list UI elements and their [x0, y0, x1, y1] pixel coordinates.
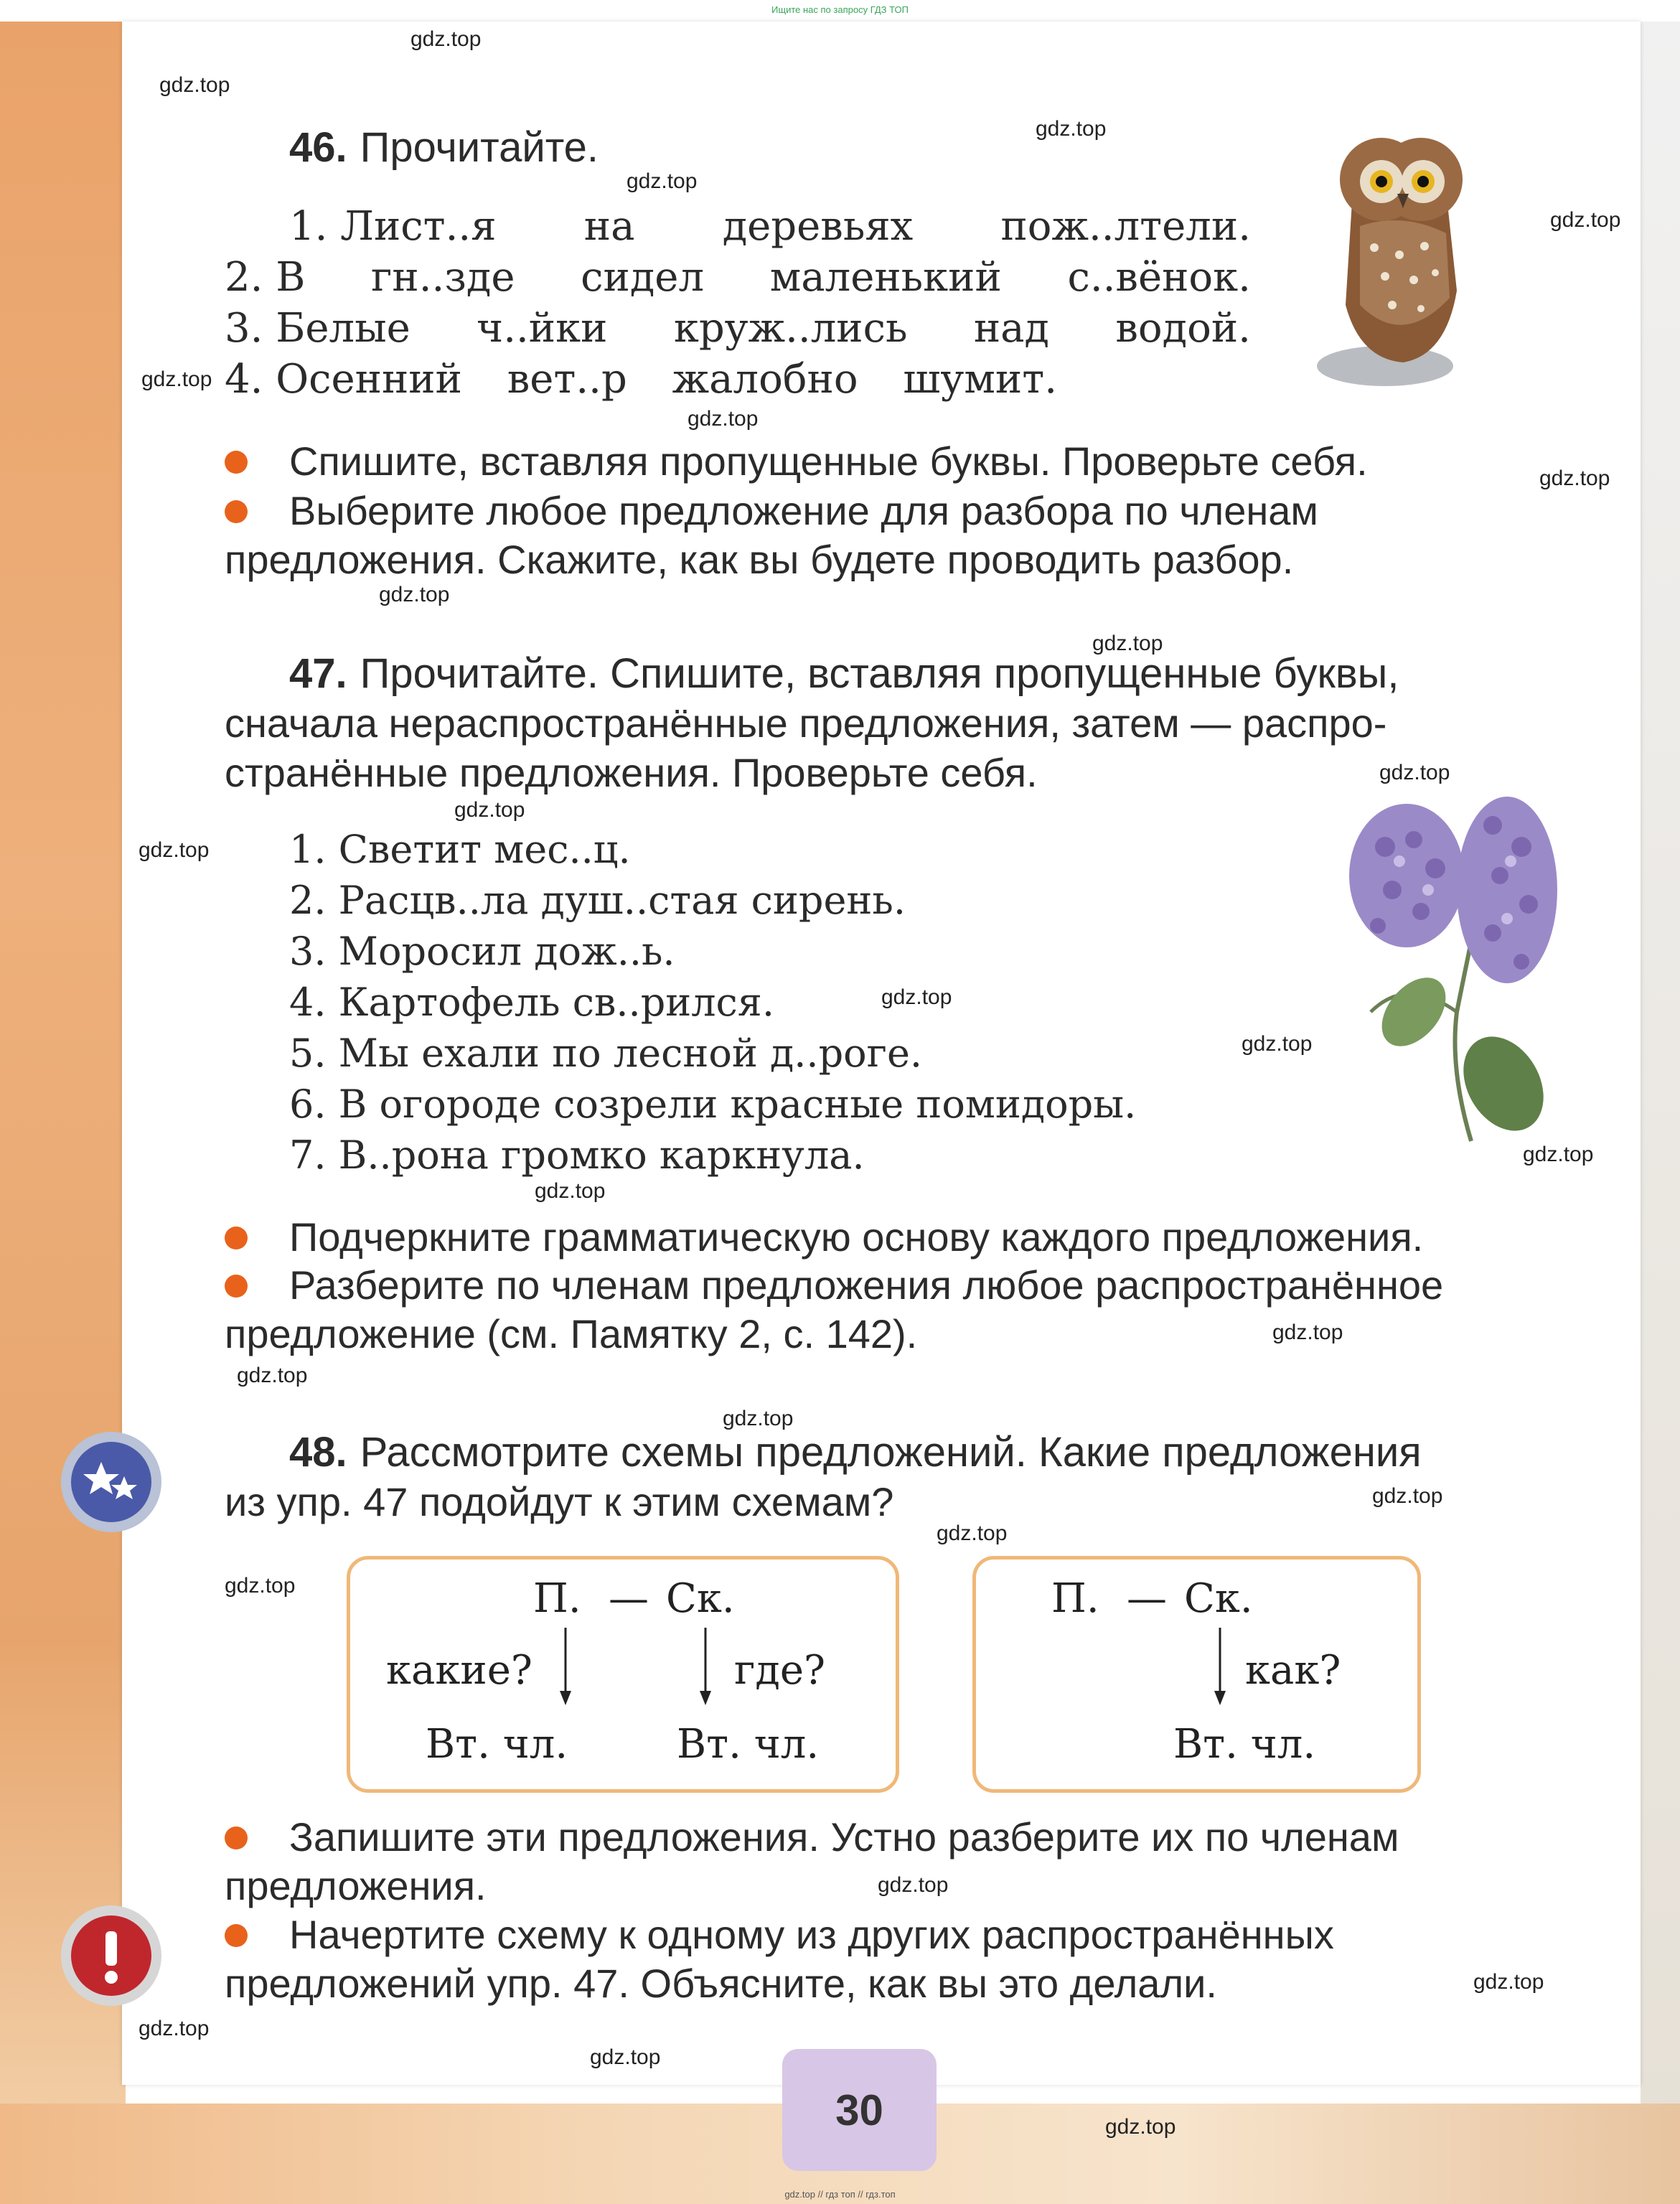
watermark: gdz.top [410, 27, 482, 51]
scheme-minor-member: Вт. чл. [426, 1721, 568, 1768]
scheme-subject: П. [533, 1575, 581, 1622]
sentence-scheme-1 [347, 1556, 899, 1793]
right-margin-decoration [1641, 22, 1680, 2182]
task-text: предложений упр. 47. Объясните, как вы это делали. [225, 1961, 1217, 2006]
word: жалобно [672, 356, 858, 403]
watermark: gdz.top [454, 798, 525, 822]
word: круж..лись [673, 305, 908, 352]
bottom-banner: gdz.top // гдз топ // гдз.топ [784, 2189, 896, 2200]
exercise-title: Прочитайте. [360, 124, 599, 171]
task-text: Разберите по членам предложения любое распространённое [289, 1262, 1444, 1308]
watermark: gdz.top [1550, 208, 1621, 232]
exercise-number: 48. [289, 1429, 347, 1476]
exercise-instruction: Рассмотрите схемы предложений. Какие предложения [360, 1429, 1422, 1476]
task-text-line: Выберите любое предложение для разбора по членам [289, 488, 1318, 533]
bullet-icon [225, 1924, 248, 1947]
sentence-line: 3. Моросил дож..ь. [289, 929, 675, 974]
star-badge-icon [61, 1432, 161, 1532]
arrow-down-icon [698, 1628, 713, 1707]
watermark: gdz.top [1473, 1970, 1544, 1994]
task-text: Спишите, вставляя пропущенные буквы. Проверьте себя. [289, 439, 1368, 484]
lilac-illustration [1328, 797, 1564, 1155]
word: сидел [581, 254, 705, 301]
watermark: gdz.top [1272, 1321, 1343, 1344]
owl-illustration [1303, 126, 1496, 391]
scheme-subject: П. [1051, 1575, 1099, 1622]
word: водой. [1115, 305, 1251, 352]
watermark: gdz.top [627, 169, 698, 193]
watermark: gdz.top [1092, 632, 1163, 655]
watermark: gdz.top [139, 838, 210, 862]
exercise-number: 46. [289, 124, 347, 171]
watermark: gdz.top [590, 2045, 661, 2069]
sentence-scheme-2 [972, 1556, 1421, 1793]
exercise-48-heading [289, 1428, 1422, 1477]
scheme-predicate: Ск. [1184, 1575, 1253, 1622]
exercise-number: 47. [289, 650, 347, 697]
watermark: gdz.top [1379, 761, 1450, 784]
word: ч..йки [477, 305, 608, 352]
task-text: Начертите схему к одному из других распространённых [289, 1912, 1334, 1957]
sentence-line [225, 303, 1251, 354]
watermark: gdz.top [1372, 1484, 1443, 1508]
page-number: 30 [782, 2049, 937, 2171]
task-text: предложение (см. Памятку 2, с. 142). [225, 1311, 918, 1356]
exclamation-icon [71, 1915, 151, 1996]
watermark: gdz.top [1539, 466, 1610, 490]
watermark: gdz.top [723, 1407, 794, 1430]
sentence-line: 4. Картофель св..рился. [289, 980, 775, 1025]
star-icon [71, 1442, 151, 1522]
watermark: gdz.top [1523, 1143, 1594, 1166]
task-text: предложения. [225, 1863, 487, 1908]
arrow-down-icon [1213, 1628, 1227, 1707]
exercise-46-heading [289, 123, 599, 172]
word: на [583, 203, 635, 250]
sentence-line [225, 252, 1251, 303]
top-banner: Ищите нас по запросу ГДЗ ТОП [771, 4, 909, 15]
exercise-instruction: Прочитайте. Спишите, вставляя пропущенные буквы, [360, 650, 1399, 697]
exercise-instruction: сначала нераспространённые предложения, затем — распро- [225, 700, 1387, 746]
scheme-dash: — [609, 1575, 649, 1622]
word: деревьях [722, 203, 914, 250]
watermark: gdz.top [937, 1521, 1008, 1545]
word: 1. Лист..я [289, 203, 497, 250]
watermark: gdz.top [139, 2017, 210, 2040]
watermark: gdz.top [878, 1873, 949, 1897]
word: гн..зде [371, 254, 515, 301]
watermark: gdz.top [225, 1574, 296, 1598]
watermark: gdz.top [379, 583, 450, 606]
word: над [973, 305, 1050, 352]
scheme-question: где? [734, 1647, 825, 1694]
watermark: gdz.top [141, 367, 212, 391]
watermark: gdz.top [237, 1364, 308, 1387]
sentence-line: 6. В огороде созрели красные помидоры. [289, 1082, 1137, 1127]
arrow-down-icon [558, 1628, 573, 1707]
bullet-icon [225, 451, 248, 474]
scheme-question: как? [1245, 1647, 1341, 1694]
word: с..вёнок. [1067, 254, 1251, 301]
exercise-instruction: странённые предложения. Проверьте себя. [225, 750, 1038, 795]
sentence-line: 1. Светит мес..ц. [289, 827, 631, 872]
watermark: gdz.top [1242, 1032, 1313, 1056]
task-text: Запишите эти предложения. Устно разберите их по членам [289, 1814, 1399, 1860]
scheme-predicate: Ск. [666, 1575, 735, 1622]
task-text [289, 487, 1556, 535]
scheme-dash: — [1127, 1575, 1167, 1622]
watermark: gdz.top [159, 73, 230, 97]
task-text: Подчеркните грамматическую основу каждого предложения. [289, 1214, 1424, 1260]
word: 3. Белые [225, 305, 410, 352]
bullet-icon [225, 1826, 248, 1849]
watermark: gdz.top [881, 985, 952, 1009]
bullet-icon [225, 1275, 248, 1298]
watermark: gdz.top [1036, 117, 1107, 141]
watermark: gdz.top [535, 1179, 606, 1203]
watermark: gdz.top [1105, 2115, 1176, 2139]
left-margin-decoration [0, 22, 126, 2182]
bullet-icon [225, 500, 248, 523]
bullet-icon [225, 1227, 248, 1249]
word: вет..р [507, 356, 627, 403]
word: пож..лтели. [1000, 203, 1251, 250]
scheme-question: какие? [386, 1647, 532, 1694]
sentence-line: 5. Мы ехали по лесной д..роге. [289, 1031, 923, 1076]
word: маленький [769, 254, 1002, 301]
exercise-instruction: из упр. 47 подойдут к этим схемам? [225, 1479, 894, 1524]
scheme-minor-member: Вт. чл. [1173, 1721, 1316, 1768]
scheme-minor-member: Вт. чл. [677, 1721, 820, 1768]
exercise-47-heading [289, 650, 1399, 698]
watermark: gdz.top [688, 407, 759, 431]
word: шумит. [903, 356, 1057, 403]
sentence-line [225, 354, 1057, 405]
word: 4. Осенний [225, 356, 462, 403]
sentence-line: 7. В..рона громко каркнула. [289, 1133, 865, 1178]
task-text: предложения. Скажите, как вы будете проводить разбор. [225, 537, 1294, 582]
attention-badge-icon [61, 1905, 161, 2006]
sentence-line [289, 201, 1251, 252]
word: 2. В [225, 254, 306, 301]
sentence-line: 2. Расцв..ла душ..стая сирень. [289, 878, 906, 923]
